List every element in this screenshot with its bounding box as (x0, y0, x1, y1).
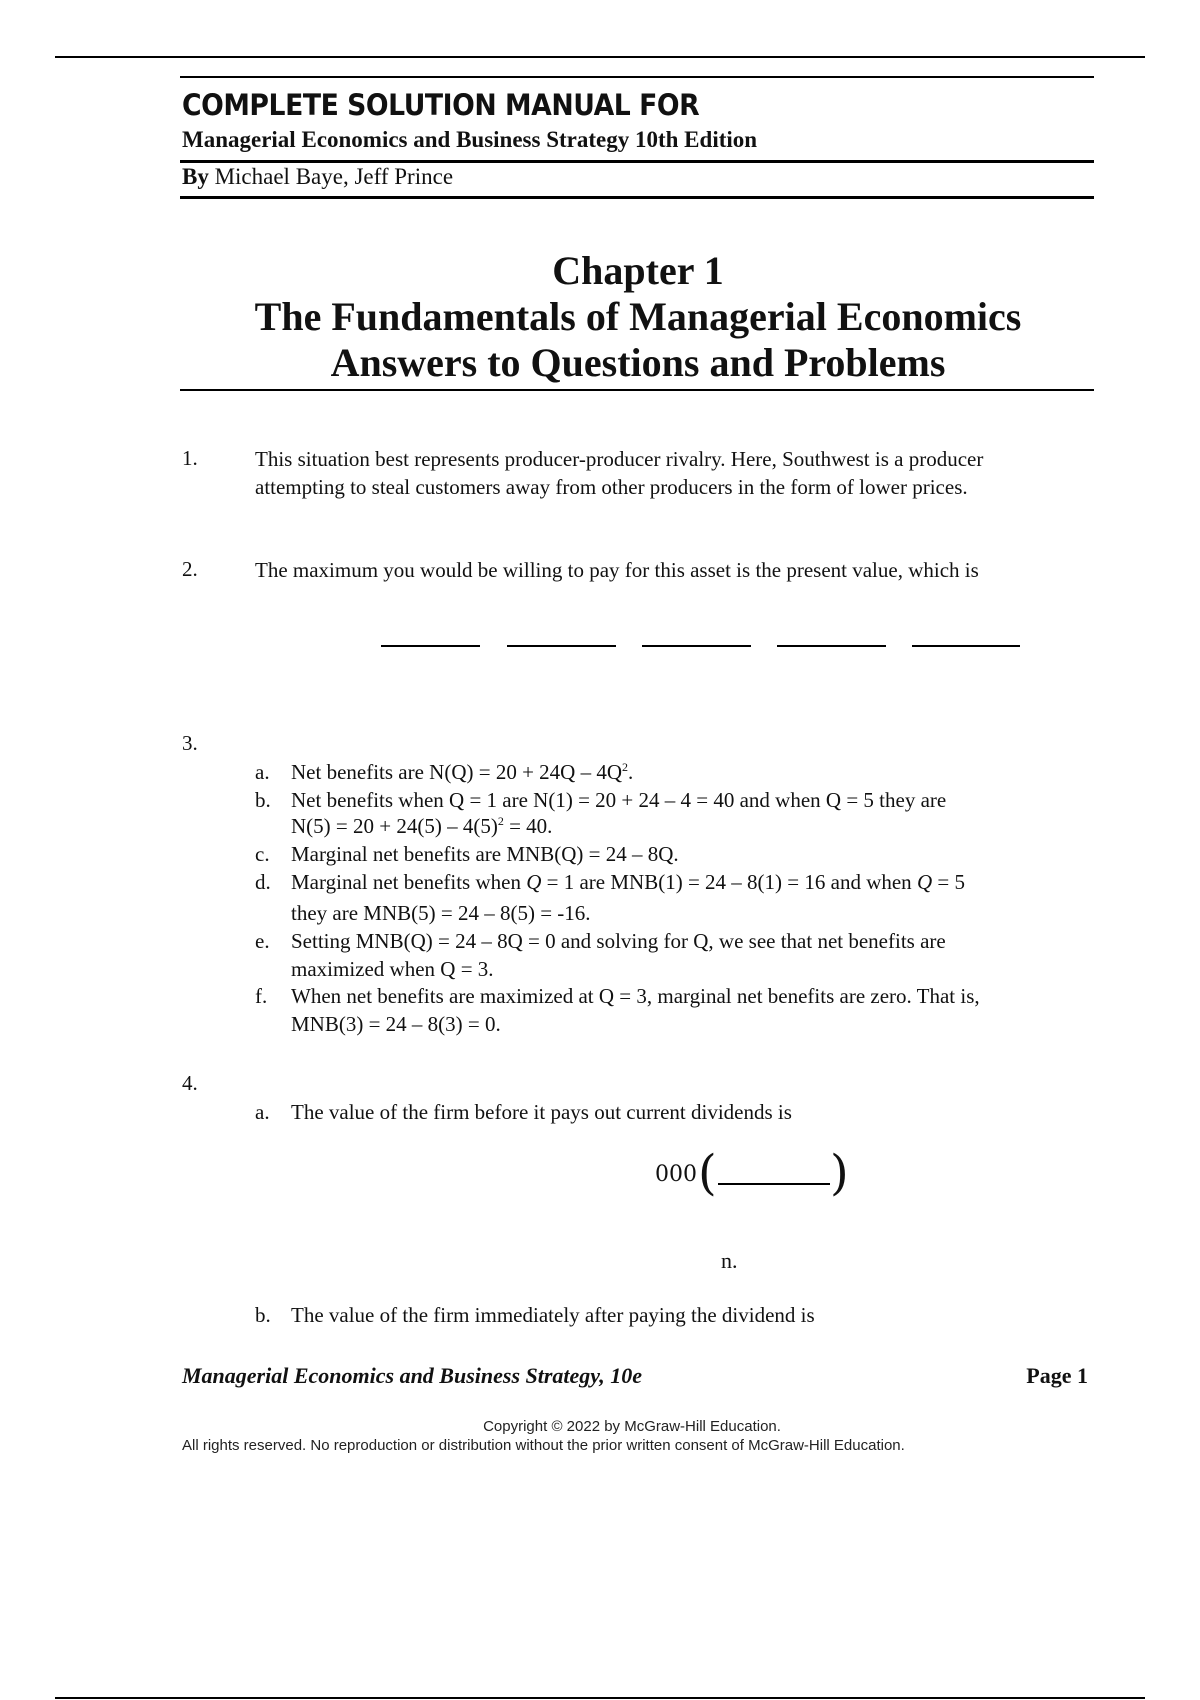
q3d-letter: d. (255, 870, 271, 894)
q3a-text-pre: Net benefits are N(Q) = 20 + 24Q – 4Q (291, 760, 623, 784)
q3a-exponent: 2 (622, 760, 629, 774)
formula-blank (642, 645, 751, 647)
question-1-number: 1. (182, 446, 198, 470)
q4b-text: The value of the firm immediately after paying the dividend is (291, 1303, 815, 1327)
q3c-text: Marginal net benefits are MNB(Q) = 24 – 8Q. (291, 842, 679, 866)
q3b-letter: b. (255, 788, 271, 812)
q3e-line1: Setting MNB(Q) = 24 – 8Q = 0 and solving for Q, we see that net benefits are (291, 929, 946, 953)
q3b-line2 (291, 812, 1096, 840)
q3d-line1-mid: = 1 are MNB(1) = 24 – 8(1) = 16 and when (541, 870, 917, 894)
authors: Michael Baye, Jeff Prince (214, 164, 454, 189)
q3d-variable: Q (526, 870, 542, 894)
formula-blank (381, 645, 480, 647)
chapter-rule (180, 389, 1094, 391)
q3b-exponent: 2 (497, 814, 504, 828)
by-label: By (182, 164, 209, 189)
header-bottom-rule (180, 196, 1094, 199)
q3d-line1-post: = 5 (932, 870, 965, 894)
q3f-line1: When net benefits are maximized at Q = 3, marginal net benefits are zero. That is, (291, 984, 980, 1008)
q3a-letter: a. (255, 760, 270, 784)
chapter-subtitle: Answers to Questions and Problems (330, 340, 946, 385)
formula-n: n. (721, 1248, 738, 1273)
chapter-title: The Fundamentals of Managerial Economics (254, 294, 1022, 339)
left-paren: ( (698, 1145, 717, 1201)
author-byline (182, 164, 453, 190)
q3d-line2: they are MNB(5) = 24 – 8(5) = -16. (291, 901, 591, 925)
book-subtitle: Managerial Economics and Business Strategy 10th Edition (182, 127, 758, 152)
copyright-line-2: All rights reserved. No reproduction or distribution without the prior written consent of McGraw-Hill Education. (182, 1437, 905, 1454)
formula-blank (507, 645, 616, 647)
copyright-line-1: Copyright © 2022 by McGraw-Hill Education. (483, 1418, 781, 1435)
question-2-number: 2. (182, 557, 198, 581)
page-bottom-rule (55, 1697, 1145, 1699)
q3c-letter: c. (255, 842, 270, 866)
formula-fraction-line (718, 1183, 830, 1185)
formula-blank (777, 645, 886, 647)
page-top-rule (55, 56, 1145, 58)
question-3-number: 3. (182, 731, 198, 755)
q3b-line2-pre: N(5) = 20 + 24(5) – 4(5) (291, 814, 498, 838)
q3a-text-post: . (628, 760, 634, 784)
q3a-text (291, 758, 1096, 786)
q3e-letter: e. (255, 929, 270, 953)
footer-book-title: Managerial Economics and Business Strategy, 10e (182, 1363, 643, 1388)
chapter-number: Chapter 1 (552, 248, 724, 293)
manual-title: COMPLETE SOLUTION MANUAL FOR (182, 88, 700, 122)
question-4-number: 4. (182, 1071, 198, 1095)
right-paren: ) (830, 1145, 849, 1201)
q4a-letter: a. (255, 1100, 270, 1124)
q3d-variable: Q (916, 870, 933, 894)
q3b-line1: Net benefits when Q = 1 are N(1) = 20 + 24 – 4 = 40 and when Q = 5 they are (291, 788, 947, 812)
q3d-line1 (291, 868, 1111, 896)
q4b-letter: b. (255, 1303, 271, 1327)
formula-blank (912, 645, 1020, 647)
q4a-text: The value of the firm before it pays out current dividends is (291, 1100, 792, 1124)
q3e-line2: maximized when Q = 3. (291, 957, 494, 981)
q3f-line2: MNB(3) = 24 – 8(3) = 0. (291, 1012, 501, 1036)
formula-prefix: 000 (655, 1162, 697, 1187)
question-1-text: This situation best represents producer-producer rivalry. Here, Southwest is a producer attempting to steal customers away from other producers in the form of lower prices. (255, 447, 984, 499)
question-2-text: The maximum you would be willing to pay for this asset is the present value, which is (255, 558, 979, 582)
q3b-line2-post: = 40. (503, 814, 553, 838)
q3d-line1-pre: Marginal net benefits when (291, 870, 527, 894)
header-mid-rule (180, 160, 1094, 163)
header-top-rule (180, 76, 1094, 78)
footer-page-number: Page 1 (1026, 1363, 1088, 1388)
q3f-letter: f. (255, 984, 268, 1008)
